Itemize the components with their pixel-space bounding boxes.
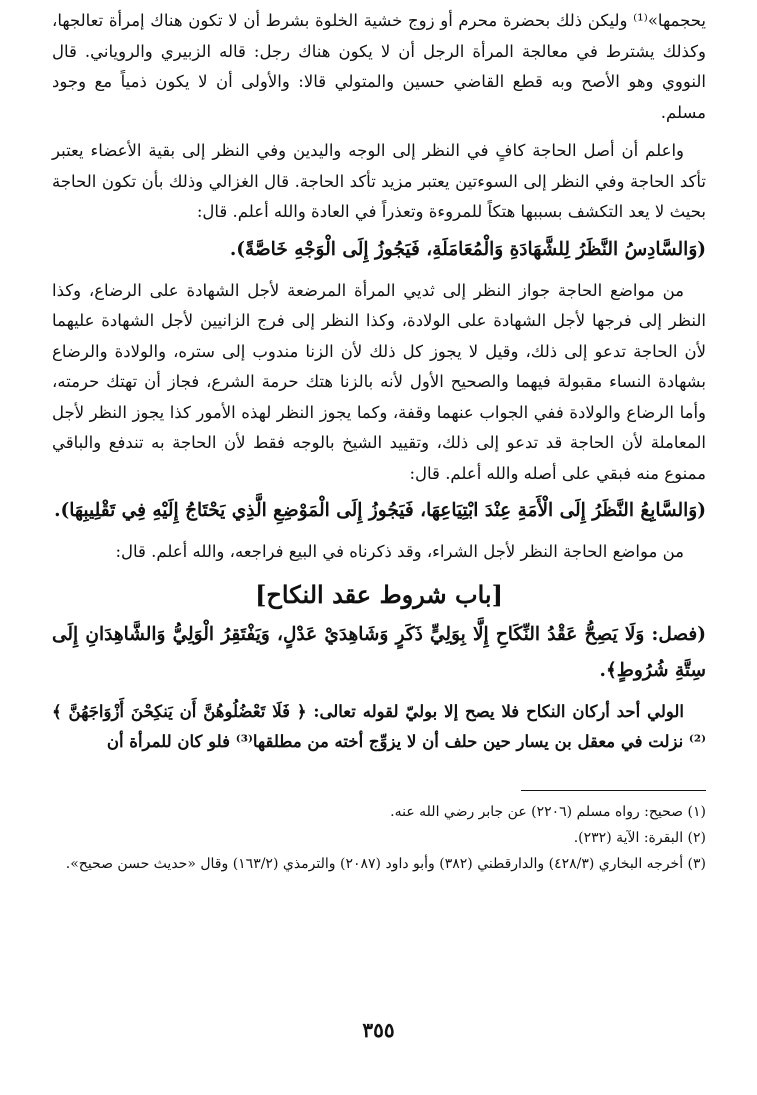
- section-heading: [باب شروط عقد النكاح]: [255, 579, 503, 609]
- page-number: ٣٥٥: [362, 1018, 395, 1042]
- section-heading-wrap: [52, 580, 706, 609]
- footnote: (٢) البقرة: الآية (٢٣٢).: [573, 829, 706, 846]
- paragraph: من مواضع الحاجة النظر لأجل الشراء، وقد ذكرناه في البيع فراجعه، والله أعلم. قال:: [115, 542, 684, 561]
- paragraph: يحجمها»⁽¹⁾ وليكن ذلك بحضرة محرم أو زوج خشية الخلوة بشرط أن لا تكون هناك إمرأة تعالجها، وكذلك يشترط في معالجة المرأة الرجل أن لا يكون هناك رجل: قاله الزبيري والروياني. قال النووي وهو الأصح وبه قطع القاضي حسين والمتولي قالا: والأولى أن لا يكون ذمياً مع وجود مسلم.: [52, 11, 706, 122]
- footnotes: [52, 799, 706, 877]
- footnote-divider: [521, 790, 706, 791]
- paragraph: من مواضع الحاجة جواز النظر إلى ثديي المرأة المرضعة لأجل الشهادة على الرضاع، وكذا النظر إلى فرجها لأجل الشهادة على الولادة، وكذا النظر إلى فرج الزانيين لأجل الشهادة عليهما لأن الحاجة تدعو إلى ذلك، وقيل لا يجوز كل ذلك لأن الزنا مندوب إلى ستره، والولادة والرضاع بشهادة النساء مقبولة فيهما والصحيح الأول لأنه بالزنا هتك حرمة الشرع، فجاز أن تهتك حرمته، وأما الرضاع والولادة ففي الجواب عنهما وقفة، وكما يجوز النظر لهذه الأمور كذا يجوز النظر لأجل المعاملة لأن الحاجة قد تدعو إلى ذلك، وتقييد الشيخ بالوجه فقط لأن الحاجة به تندفع والباقي ممنوع منه فبقي على أصله والله أعلم. قال:: [52, 280, 706, 483]
- paragraph: واعلم أن أصل الحاجة كافٍ في النظر إلى الوجه واليدين وفي النظر إلى بقية الأعضاء يعتبر تأكد الحاجة وفي النظر إلى السوءتين يعتبر مزيد تأكد الحاجة. قال الغزالي وذلك بأن تكون الحاجة بحيث لا يعد التكشف بسببها هتكاً للمروءة وتعذراً في العادة والله أعلم. قال:: [52, 141, 706, 221]
- paragraph: الولي أحد أركان النكاح فلا يصح إلا بوليّ لقوله تعالى: ﴿ فَلَا تَعْضُلُوهُنَّ أَن يَنكِحْنَ أَزْوَاجَهُنَّ ﴾ ⁽²⁾ نزلت في معقل بن يسار حين حلف أن لا يزوِّج أخته من مطلقها⁽³⁾ فلو كان للمرأة أن: [52, 701, 706, 751]
- matn-text: (وَالسَّابِعُ النَّظَرُ إِلَى الْأَمَةِ عِنْدَ ابْتِيَاعِهَا، فَيَجُوزُ إِلَى الْمَوْضِعِ الَّذِي يَحْتَاجُ إِلَيْهِ فِي تَقْلِيبِهَا).: [54, 500, 706, 521]
- footnote: (٣) أخرجه البخاري (٤٢٨/٣) والدارقطني (٣٨٢) وأبو داود (٢٠٨٧) والترمذي (١٦٣/٢) وقال «حديث حسن صحيح».: [65, 855, 706, 872]
- matn-text: (وَالسَّادِسُ النَّظَرُ لِلشَّهَادَةِ وَالْمُعَامَلَةِ، فَيَجُوزُ إِلَى الْوَجْهِ خَاصَّةً).: [229, 238, 706, 260]
- page-content: [52, 6, 706, 877]
- footnote: (١) صحيح: رواه مسلم (٢٢٠٦) عن جابر رضي الله عنه.: [390, 803, 706, 820]
- matn-text: (فصل: وَلَا يَصِحُّ عَقْدُ النِّكَاحِ إِلَّا بِوَلِيٍّ ذَكَرٍ وَشَاهِدَيْ عَدْلٍ، وَيَفْتَقِرُ الْوَلِيُّ وَالشَّاهِدَانِ إِلَى سِتَّةِ شُرُوطٍ﴾.: [52, 623, 706, 681]
